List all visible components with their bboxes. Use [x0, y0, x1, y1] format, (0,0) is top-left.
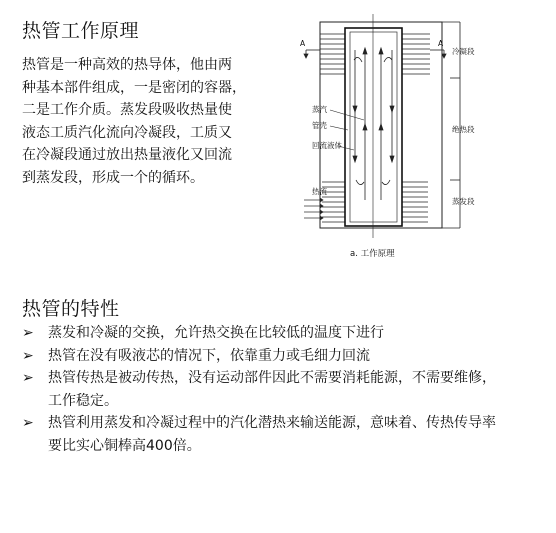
evaporator-fins [322, 182, 428, 222]
shell-label: 管壳 [312, 121, 327, 130]
paragraph-line: 二是工作介质。蒸发段吸收热量使 [22, 102, 232, 118]
list-item-line: 热管在没有吸液芯的情况下，依靠重力或毛细力回流 [48, 347, 370, 364]
list-item [22, 367, 552, 412]
diagram-caption: a. 工作原理 [350, 249, 395, 259]
list-item [22, 345, 552, 368]
adiabatic-section-label: 绝热段 [452, 125, 475, 134]
list-item-line: 要比实心铜棒高400倍。 [48, 437, 201, 454]
paragraph-line: 种基本部件组成，一是密闭的容器， [22, 79, 246, 96]
paragraph-line: 在冷凝段通过放出热量液化又回流 [22, 147, 232, 163]
pipe-shell [345, 28, 402, 226]
condenser-fins [320, 34, 430, 74]
bullet-arrow-icon: ➢ [22, 370, 34, 386]
principle-paragraph [22, 54, 272, 189]
properties-list [22, 322, 552, 457]
vapor-label: 蒸汽 [312, 105, 327, 114]
heat-pipe-principle-title: 热管工作原理 [22, 20, 140, 42]
heat-pipe-diagram [290, 10, 490, 266]
paragraph-line: 到蒸发段，形成一个的循环。 [22, 169, 204, 186]
heat-pipe-properties-title: 热管的特性 [22, 298, 120, 320]
paragraph-line: 液态工质汽化流向冷凝段，工质又 [22, 124, 232, 141]
condensing-section-label: 冷凝段 [452, 47, 475, 56]
bullet-arrow-icon: ➢ [22, 325, 34, 341]
list-item-line: 热管传热是被动传热，没有运动部件因此不需要消耗能源，不需要维修， [48, 370, 496, 386]
bullet-arrow-icon: ➢ [22, 415, 34, 431]
bullet-arrow-icon: ➢ [22, 347, 34, 364]
list-item [22, 412, 552, 457]
liquid-return-arrows [353, 50, 394, 162]
section-a-right-label: A [438, 39, 444, 48]
list-item-line: 热管利用蒸发和冷凝过程中的汽化潜热来输送能源，意味着、传热传导率 [48, 415, 496, 431]
heat-flow-label: 热流 [312, 187, 327, 196]
list-item-line: 蒸发和冷凝的交换，允许热交换在比较低的温度下进行 [48, 325, 384, 341]
evaporating-section-label: 蒸发段 [452, 197, 475, 206]
liquid-return-label: 回流液体 [312, 141, 342, 150]
paragraph-line: 热管是一种高效的热导体，他由两 [22, 57, 232, 73]
pipe-inner-wall [350, 32, 397, 222]
list-item-line: 工作稳定。 [48, 392, 118, 409]
list-item [22, 322, 552, 345]
section-a-left-label: A [300, 39, 306, 48]
